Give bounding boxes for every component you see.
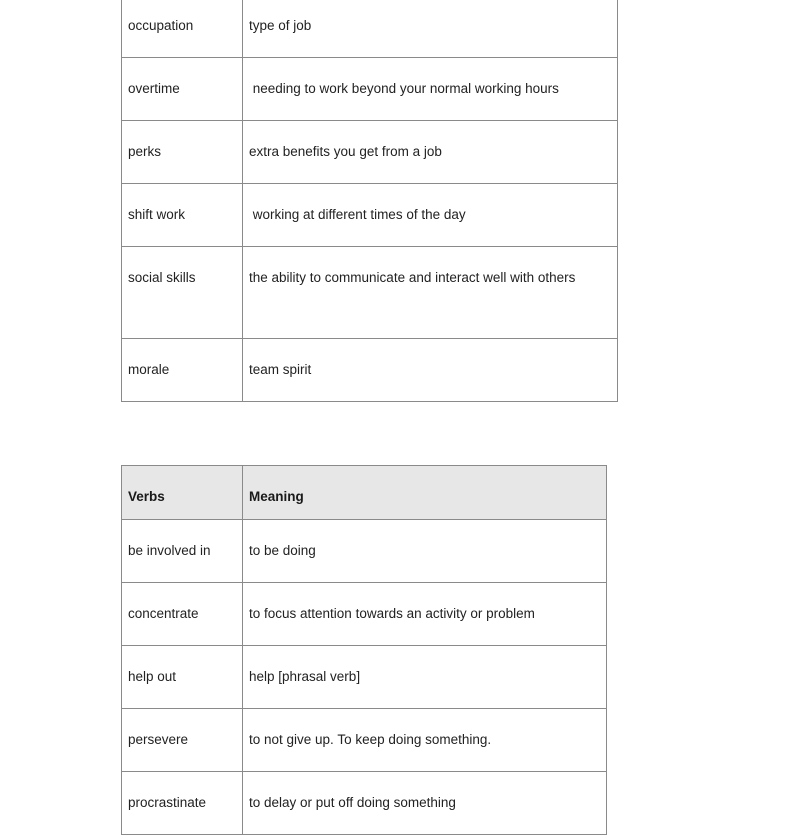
- term-cell: persevere: [122, 709, 243, 772]
- meaning-cell: to be doing: [243, 520, 607, 583]
- table-row: [122, 709, 607, 772]
- table-row: [122, 583, 607, 646]
- term-cell: perks: [122, 121, 243, 184]
- nouns-vocabulary-table: [121, 0, 618, 402]
- term-cell: concentrate: [122, 583, 243, 646]
- meaning-cell: to not give up. To keep doing something.: [243, 709, 607, 772]
- meaning-cell: to focus attention towards an activity or problem: [243, 583, 607, 646]
- meaning-cell: help [phrasal verb]: [243, 646, 607, 709]
- meaning-cell: working at different times of the day: [243, 184, 618, 247]
- term-cell: help out: [122, 646, 243, 709]
- term-cell: morale: [122, 339, 243, 402]
- term-cell: shift work: [122, 184, 243, 247]
- meaning-cell: to delay or put off doing something: [243, 772, 607, 835]
- table-header-row: [122, 466, 607, 520]
- meaning-cell: needing to work beyond your normal working hours: [243, 58, 618, 121]
- meaning-cell: team spirit: [243, 339, 618, 402]
- term-cell: procrastinate: [122, 772, 243, 835]
- term-cell: social skills: [122, 247, 243, 339]
- meaning-cell: extra benefits you get from a job: [243, 121, 618, 184]
- table-row: [122, 0, 618, 58]
- term-cell: overtime: [122, 58, 243, 121]
- term-cell: be involved in: [122, 520, 243, 583]
- table-row: [122, 184, 618, 247]
- table-row: [122, 772, 607, 835]
- table-row: [122, 520, 607, 583]
- table-row: [122, 247, 618, 339]
- column-header-verbs: Verbs: [122, 466, 243, 520]
- table-row: [122, 646, 607, 709]
- table-row: [122, 121, 618, 184]
- table-row: [122, 339, 618, 402]
- column-header-meaning: Meaning: [243, 466, 607, 520]
- meaning-cell: type of job: [243, 0, 618, 58]
- verbs-vocabulary-table: [121, 465, 607, 835]
- table-row: [122, 58, 618, 121]
- term-cell: occupation: [122, 0, 243, 58]
- meaning-cell: the ability to communicate and interact well with others: [243, 247, 618, 339]
